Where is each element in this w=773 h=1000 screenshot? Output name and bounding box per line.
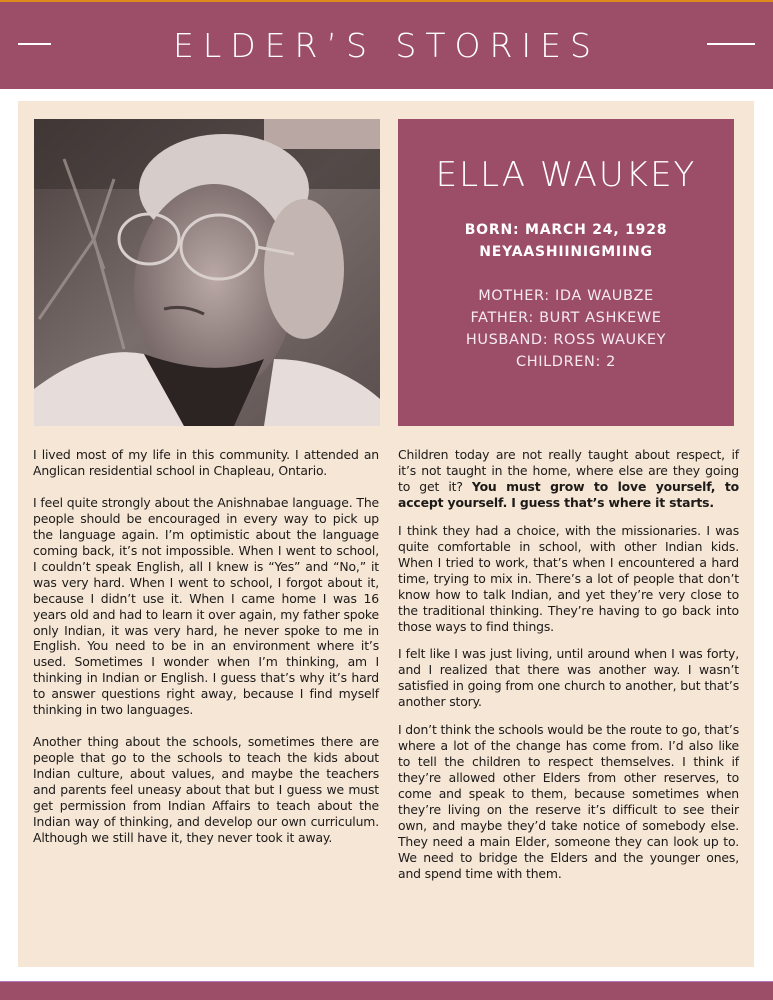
story-panel <box>18 101 754 967</box>
page-header <box>0 2 773 89</box>
profile-info-box <box>398 119 734 426</box>
portrait-photo-icon <box>34 119 380 426</box>
family-husband: HUSBAND: ROSS WAUKEY <box>465 332 667 348</box>
story-paragraph: I think they had a choice, with the missionaries. I was quite comfortable in school, with other Indian kids. When I tried to work, that’s when I encountered a hard time, trying to mix in. There’s a lot of people that don’t know how to talk Indian, and yet they’re very close to the traditional thinking. They’re having to go back into those ways to find things. <box>398 522 739 634</box>
birth-community: NEYAASHIINIGMIING <box>479 244 653 260</box>
story-emphasis: You must grow to love yourself, to accept yourself. I guess that’s where it starts. <box>398 478 739 510</box>
story-text: Children today are not really taught about respect, if it’s not taught in the home, where else are they going to get it? <box>398 447 739 494</box>
header-rule-right <box>707 43 755 45</box>
story-paragraph: I lived most of my life in this community. I attended an Anglican residential school in Chapleau, Ontario. <box>33 447 379 478</box>
page-footer <box>0 982 773 1000</box>
family-info <box>398 285 734 373</box>
family-mother: MOTHER: IDA WAUBZE <box>478 288 654 304</box>
portrait-photo <box>34 119 380 426</box>
story-paragraph: I don’t think the schools would be the route to go, that’s where a lot of the change has come from. I’d also like to tell the children to respect themselves. I think if they’re allowed other Elders from other reserves, to come and speak to them, because sometimes when they’re living on the reserve it’s difficult to see their own, and maybe they’d take notice of somebody else. They need a main Elder, someone they can look up to. We need to bridge the Elders and the younger ones, and spend time with them. <box>398 722 739 881</box>
story-paragraph: I feel quite strongly about the Anishnabae language. The people should be encouraged in every way to pick up the language again. I’m optimistic about the language coming back, it’s not impossible. When I went to school, I couldn’t speak English, all I knew is “Yes” and “No,” it was very hard. When I went to school, I forgot about it, because I didn’t use it. When I came home I was 16 years old and had to learn it over again, my father spoke only Indian, it was very hard, he never spoke to me in English. You need to be in an environment where it’s used. Sometimes I wonder when I’m thinking, am I thinking in Indian or English. I guess that’s why it’s hard to answer questions right away, because I find myself thinking in two languages. <box>33 494 379 718</box>
story-column-left <box>33 447 379 846</box>
story-column-right <box>398 447 739 882</box>
page-title: ELDER’S STORIES <box>173 26 600 65</box>
story-paragraph: I felt like I was just living, until around when I was forty, and I realized that there was another way. I wasn’t satisfied in going from one church to another, but that’s another story. <box>398 646 739 710</box>
birth-info <box>398 219 734 263</box>
birth-date: BORN: MARCH 24, 1928 <box>464 222 668 238</box>
story-paragraph <box>398 447 739 511</box>
family-children: CHILDREN: 2 <box>516 354 616 370</box>
family-father: FATHER: BURT ASHKEWE <box>470 310 662 326</box>
story-paragraph: Another thing about the schools, sometimes there are people that go to the schools to teach the kids about Indian culture, about values, and maybe the teachers and parents feel uneasy about that but I guess we must get permission from Indian Affairs to teach about the Indian way of thinking, and develop our own curriculum. Although we still have it, they never took it away. <box>33 734 379 845</box>
elder-name: ELLA WAUKEY <box>435 155 697 195</box>
